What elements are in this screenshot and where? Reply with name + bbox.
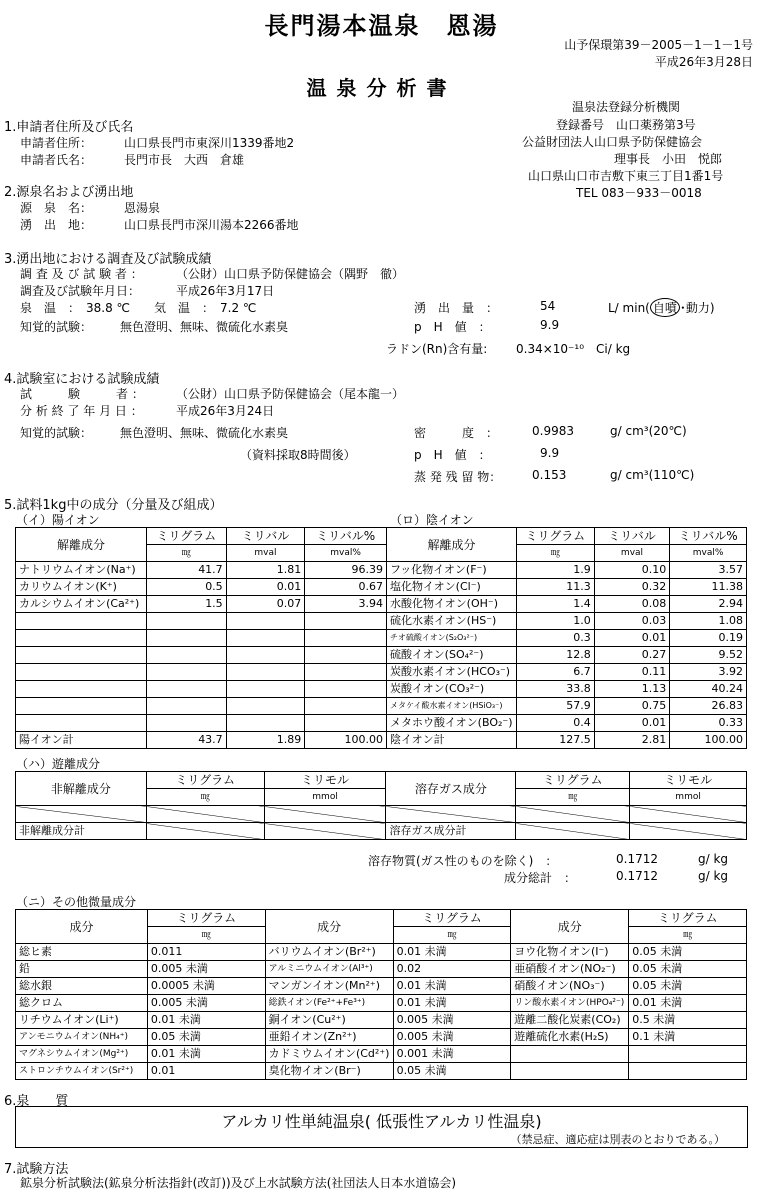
trace-row	[16, 961, 747, 978]
trace-col-mg-3: ミリグラム	[629, 910, 747, 927]
trace-mg: 0.005 未満	[393, 1029, 511, 1046]
trace-component: ストロンチウムイオン(Sr²⁺)	[16, 1063, 148, 1080]
field-sensory-label: 知覚的試験：	[20, 320, 93, 334]
density-value: 0.9983	[532, 424, 574, 438]
lab-tester: （公財）山口県予防保健協会（尾本龍一）	[176, 387, 405, 401]
flow-value: 54	[540, 299, 556, 313]
agency-line-6: TEL 083－933－0018	[576, 186, 702, 200]
residue-label: 蒸 発 残 留 物：	[414, 470, 502, 484]
anion-mg: 1.0	[516, 613, 594, 630]
anion-mval: 0.11	[594, 664, 670, 681]
cation-total-label: 陽イオン計	[16, 732, 147, 749]
cation-table	[15, 527, 387, 749]
anion-unit-mval: mval	[594, 545, 670, 562]
self-spouting-circle: 自噴	[650, 298, 680, 317]
cation-empty-row	[16, 613, 387, 630]
nondiss-empty-mmol	[264, 806, 386, 823]
cation-empty-cell	[146, 681, 226, 698]
dissolved-unit: g/ kg	[698, 852, 729, 866]
analysis-report-title: 温泉分析書	[306, 76, 457, 100]
radon-label: ラドン(Rn)含有量:	[386, 342, 488, 356]
total-label: 成分総計 ：	[504, 871, 577, 885]
trace-component: マグネシウムイオン(Mg²⁺)	[16, 1046, 148, 1063]
cation-empty-cell	[226, 613, 305, 630]
trace-mg: 0.5 未満	[629, 1012, 747, 1029]
section-1-heading: 1.申請者住所及び氏名	[4, 120, 134, 135]
trace-mg: 0.05 未満	[629, 961, 747, 978]
anion-row	[387, 613, 747, 630]
applicant-name-label: 申請者氏名：	[20, 153, 93, 167]
anion-component: 硫化水素イオン(HS⁻)	[387, 613, 517, 630]
trace-component: ヨウ化物イオン(I⁻)	[511, 944, 629, 961]
cation-total-mval: 1.89	[226, 732, 305, 749]
applicant-address-label: 申請者住所：	[20, 136, 93, 150]
trace-component: 硝酸イオン(NO₃⁻)	[511, 978, 629, 995]
anion-mval: 0.01	[594, 715, 670, 732]
cation-empty-cell	[305, 715, 387, 732]
anion-mg: 57.9	[516, 698, 594, 715]
trace-component: バリウムイオン(Br²⁺)	[265, 944, 393, 961]
gas-col: 溶存ガス成分	[386, 772, 516, 806]
trace-component: 遊離硫化水素(H₂S)	[511, 1029, 629, 1046]
nondiss-col-mmol: ミリモル	[264, 772, 386, 789]
cation-mval-pct: 96.39	[305, 562, 387, 579]
spring-quality: アルカリ性単純温泉( 低張性アルカリ性温泉)	[221, 1112, 542, 1131]
cation-empty-row	[16, 664, 387, 681]
lab-sensory-label: 知覚的試験：	[20, 426, 93, 440]
anion-col-pct: ミリバル%	[670, 528, 747, 545]
anion-mval-pct: 9.52	[670, 647, 747, 664]
anion-mval: 0.01	[594, 630, 670, 647]
nondiss-unit-mmol: mmol	[264, 789, 386, 806]
trace-mg: 0.05 未満	[393, 1063, 511, 1080]
trace-row	[16, 978, 747, 995]
anion-unit-pct: mval%	[670, 545, 747, 562]
cation-mval-pct: 0.67	[305, 579, 387, 596]
anion-mval-pct: 0.33	[670, 715, 747, 732]
cation-empty-cell	[305, 698, 387, 715]
cation-empty-cell	[16, 698, 147, 715]
trace-component: アンモニウムイオン(NH₄⁺)	[16, 1029, 148, 1046]
field-ph: 9.9	[540, 318, 560, 332]
gas-col-mg: ミリグラム	[516, 772, 630, 789]
trace-component	[511, 1046, 629, 1063]
investigation-date: 平成26年3月17日	[176, 284, 275, 298]
anion-mval-pct: 40.24	[670, 681, 747, 698]
gas-col-mmol: ミリモル	[630, 772, 747, 789]
cation-empty-cell	[226, 681, 305, 698]
section-5-heading: 5.試料1kg中の成分（分量及び組成）	[4, 498, 223, 513]
gas-total-mg	[516, 823, 630, 840]
nondiss-col: 非解離成分	[16, 772, 147, 806]
anion-component: フッ化物イオン(F⁻)	[387, 562, 517, 579]
nondiss-col-mg: ミリグラム	[146, 772, 264, 789]
cation-component: ナトリウムイオン(Na⁺)	[16, 562, 147, 579]
anion-mg: 1.4	[516, 596, 594, 613]
anion-mg: 11.3	[516, 579, 594, 596]
total-unit: g/ kg	[698, 869, 729, 883]
anion-component: 塩化物イオン(Cl⁻)	[387, 579, 517, 596]
anion-component: 硫酸イオン(SO₄²⁻)	[387, 647, 517, 664]
trace-unit-1: ㎎	[147, 927, 265, 944]
trace-component: リチウムイオン(Li⁺)	[16, 1012, 148, 1029]
trace-mg: 0.011	[147, 944, 265, 961]
trace-component: 総水銀	[16, 978, 148, 995]
density-unit: g/ cm³(20℃)	[610, 424, 687, 438]
cation-empty-cell	[226, 698, 305, 715]
anion-row	[387, 664, 747, 681]
cation-component: カルシウムイオン(Ca²⁺)	[16, 596, 147, 613]
anion-component: 炭酸水素イオン(HCO₃⁻)	[387, 664, 517, 681]
anion-title: （ロ）陰イオン	[390, 513, 474, 527]
cation-mval-pct: 3.94	[305, 596, 387, 613]
anion-mval-pct: 0.19	[670, 630, 747, 647]
lab-sensory: 無色澄明、無味、微硫化水素臭	[120, 426, 289, 440]
nondiss-total-mmol	[264, 823, 386, 840]
total-value: 0.1712	[616, 869, 658, 883]
anion-total-mval: 2.81	[594, 732, 670, 749]
trace-col-mg-2: ミリグラム	[393, 910, 511, 927]
trace-component: 総鉄イオン(Fe²⁺+Fe³⁺)	[265, 995, 393, 1012]
anion-mval: 0.75	[594, 698, 670, 715]
anion-row	[387, 596, 747, 613]
anion-col-component: 解離成分	[387, 528, 517, 562]
trace-component: 亜硝酸イオン(NO₂⁻)	[511, 961, 629, 978]
agency-line-5: 山口県山口市吉敷下東三丁目1番1号	[528, 169, 724, 183]
cation-mg: 1.5	[146, 596, 226, 613]
trace-component: 臭化物イオン(Br⁻)	[265, 1063, 393, 1080]
trace-mg: 0.05 未満	[629, 978, 747, 995]
gas-empty	[386, 806, 516, 823]
anion-mg: 1.9	[516, 562, 594, 579]
cation-empty-cell	[226, 630, 305, 647]
anion-row	[387, 681, 747, 698]
cation-empty-cell	[16, 647, 147, 664]
field-ph-label: p H 値 ：	[414, 320, 491, 334]
anion-row	[387, 562, 747, 579]
cation-unit-mg: ㎎	[146, 545, 226, 562]
cation-empty-cell	[146, 613, 226, 630]
investigation-date-label: 調査及び試験年月日：	[20, 284, 141, 298]
anion-mval: 0.27	[594, 647, 670, 664]
trace-mg: 0.001 未満	[393, 1046, 511, 1063]
trace-component: リン酸水素イオン(HPO₄²⁻)	[511, 995, 629, 1012]
cation-empty-cell	[16, 664, 147, 681]
flow-unit: L/ min( 自噴 ･動力)	[608, 298, 715, 317]
applicant-name: 長門市長 大西 倉雄	[124, 153, 245, 167]
section-2-heading: 2.源泉名および湧出地	[4, 185, 134, 200]
cation-mval: 0.07	[226, 596, 305, 613]
cation-title: （イ）陽イオン	[16, 513, 100, 527]
cation-col-component: 解離成分	[16, 528, 147, 562]
radon-value: 0.34×10⁻¹⁰ Ci/ kg	[516, 342, 631, 356]
trace-component: カドミウムイオン(Cd²⁺)	[265, 1046, 393, 1063]
anion-mg: 6.7	[516, 664, 594, 681]
anion-component: 炭酸イオン(CO₃²⁻)	[387, 681, 517, 698]
cation-col-pct: ミリバル%	[305, 528, 387, 545]
trace-row	[16, 1046, 747, 1063]
cation-row	[16, 562, 387, 579]
nondiss-empty	[16, 806, 147, 823]
cation-mg: 0.5	[146, 579, 226, 596]
anion-row	[387, 579, 747, 596]
trace-component: アルミニウムイオン(Al³⁺)	[265, 961, 393, 978]
residue-value: 0.153	[532, 468, 567, 482]
trace-mg: 0.005 未満	[147, 995, 265, 1012]
gas-unit-mg: ㎎	[516, 789, 630, 806]
anion-mg: 0.4	[516, 715, 594, 732]
trace-mg	[629, 1046, 747, 1063]
cation-empty-row	[16, 698, 387, 715]
cation-empty-cell	[16, 613, 147, 630]
anion-mval: 0.08	[594, 596, 670, 613]
cation-empty-cell	[305, 630, 387, 647]
trace-component: マンガンイオン(Mn²⁺)	[265, 978, 393, 995]
cation-empty-cell	[305, 681, 387, 698]
cation-empty-cell	[226, 715, 305, 732]
agency-line-3: 公益財団法人山口県予防保健協会	[522, 135, 703, 149]
anion-component: メタホウ酸イオン(BO₂⁻)	[387, 715, 517, 732]
source-location-label: 湧 出 地：	[20, 218, 93, 232]
trace-title: （ニ）その他微量成分	[16, 895, 137, 909]
cation-empty-row	[16, 630, 387, 647]
cation-empty-cell	[146, 664, 226, 681]
source-location: 山口県長門市深川湯本2266番地	[124, 218, 299, 232]
anion-total-label: 陰イオン計	[387, 732, 517, 749]
trace-mg: 0.1 未満	[629, 1029, 747, 1046]
anion-mval: 0.32	[594, 579, 670, 596]
trace-mg: 0.05 未満	[629, 944, 747, 961]
cation-mval: 1.81	[226, 562, 305, 579]
gas-empty-mmol	[630, 806, 747, 823]
anion-row	[387, 715, 747, 732]
field-sensory: 無色澄明、無味、微硫化水素臭	[120, 320, 289, 334]
trace-component: 鉛	[16, 961, 148, 978]
cation-empty-cell	[16, 715, 147, 732]
lab-tester-label: 試 験 者 ：	[20, 387, 144, 401]
gas-empty-mg	[516, 806, 630, 823]
cation-empty-cell	[226, 664, 305, 681]
spring-quality-note: （禁忌症、適応症は別表のとおりである。）	[510, 1133, 725, 1146]
sampling-note: （資料採取8時間後）	[240, 448, 356, 462]
anion-component: チオ硫酸イオン(S₂O₃²⁻)	[387, 630, 517, 647]
trace-mg: 0.01 未満	[147, 1046, 265, 1063]
cation-row	[16, 579, 387, 596]
trace-mg: 0.01 未満	[393, 978, 511, 995]
anion-col-mval: ミリバル	[594, 528, 670, 545]
anion-mval-pct: 3.57	[670, 562, 747, 579]
agency-line-4: 理事長 小田 悦郎	[614, 152, 723, 166]
document-number: 山予保環第39－2005－1－1－1号	[564, 38, 753, 52]
agency-line-2: 登録番号 山口薬務第3号	[556, 118, 696, 132]
section-3-heading: 3.湧出地における調査及び試験成績	[4, 252, 212, 267]
cation-empty-cell	[305, 664, 387, 681]
anion-mg: 33.8	[516, 681, 594, 698]
lab-ph: 9.9	[540, 446, 560, 460]
trace-row	[16, 1063, 747, 1080]
anion-mval-pct: 11.38	[670, 579, 747, 596]
trace-row	[16, 1012, 747, 1029]
trace-col-component-3: 成分	[511, 910, 629, 944]
trace-mg: 0.01 未満	[147, 1012, 265, 1029]
cation-total-pct: 100.00	[305, 732, 387, 749]
cation-mg: 41.7	[146, 562, 226, 579]
cation-empty-row	[16, 647, 387, 664]
trace-mg: 0.01 未満	[629, 995, 747, 1012]
cation-empty-cell	[16, 630, 147, 647]
dissolved-value: 0.1712	[616, 852, 658, 866]
applicant-address: 山口県長門市東深川1339番地2	[124, 136, 295, 150]
trace-mg: 0.05 未満	[147, 1029, 265, 1046]
section-4-heading: 4.試験室における試験成績	[4, 372, 160, 387]
cation-empty-row	[16, 715, 387, 732]
flow-label: 湧 出 量 ：	[414, 301, 499, 315]
anion-mg: 0.3	[516, 630, 594, 647]
cation-empty-cell	[146, 715, 226, 732]
anion-unit-mg: ㎎	[516, 545, 594, 562]
anion-row	[387, 698, 747, 715]
cation-unit-mval: mval	[226, 545, 305, 562]
trace-mg: 0.02	[393, 961, 511, 978]
cation-empty-cell	[305, 613, 387, 630]
cation-empty-cell	[226, 647, 305, 664]
nondiss-total-mg	[146, 823, 264, 840]
trace-mg: 0.01	[147, 1063, 265, 1080]
trace-component: 亜鉛イオン(Zn²⁺)	[265, 1029, 393, 1046]
trace-unit-2: ㎎	[393, 927, 511, 944]
cation-col-mval: ミリバル	[226, 528, 305, 545]
trace-mg	[629, 1063, 747, 1080]
anion-row	[387, 647, 747, 664]
cation-unit-pct: mval%	[305, 545, 387, 562]
cation-empty-cell	[146, 647, 226, 664]
anion-total-mg: 127.5	[516, 732, 594, 749]
cation-total-row	[16, 732, 387, 749]
section-6-heading: 6.泉 質	[4, 1094, 69, 1109]
test-method: 鉱泉分析試験法(鉱泉分析法指針(改訂))及び上水試験方法(社団法人日本水道協会)	[20, 1176, 457, 1190]
trace-component: 総クロム	[16, 995, 148, 1012]
trace-component: 遊離二酸化炭素(CO₂)	[511, 1012, 629, 1029]
trace-col-component-1: 成分	[16, 910, 148, 944]
anion-col-mg: ミリグラム	[516, 528, 594, 545]
anion-mval: 1.13	[594, 681, 670, 698]
free-components-table	[15, 771, 747, 840]
trace-mg: 0.01 未満	[393, 995, 511, 1012]
trace-mg: 0.005 未満	[147, 961, 265, 978]
trace-mg: 0.005 未満	[393, 1012, 511, 1029]
anion-component: 水酸化物イオン(OH⁻)	[387, 596, 517, 613]
trace-row	[16, 995, 747, 1012]
lab-ph-label: p H 値 ：	[414, 448, 491, 462]
anion-mval: 0.10	[594, 562, 670, 579]
trace-component: 総ヒ素	[16, 944, 148, 961]
anion-mval-pct: 1.08	[670, 613, 747, 630]
anion-mg: 12.8	[516, 647, 594, 664]
anion-mval-pct: 26.83	[670, 698, 747, 715]
trace-table	[15, 909, 747, 1080]
cation-empty-cell	[305, 647, 387, 664]
gas-total-label: 溶存ガス成分計	[386, 823, 516, 840]
cation-empty-cell	[146, 698, 226, 715]
trace-mg: 0.01 未満	[393, 944, 511, 961]
cation-col-mg: ミリグラム	[146, 528, 226, 545]
gas-unit-mmol: mmol	[630, 789, 747, 806]
agency-line-1: 温泉法登録分析機関	[572, 100, 681, 114]
anion-mval-pct: 3.92	[670, 664, 747, 681]
document-title: 長門湯本温泉 恩湯	[264, 12, 499, 40]
investigator: （公財）山口県予防保健協会（隅野 徹）	[176, 267, 405, 281]
anion-mval-pct: 2.94	[670, 596, 747, 613]
lab-date: 平成26年3月24日	[176, 404, 275, 418]
cation-empty-cell	[16, 681, 147, 698]
anion-total-row	[387, 732, 747, 749]
trace-row	[16, 1029, 747, 1046]
cation-component: カリウムイオン(K⁺)	[16, 579, 147, 596]
residue-unit: g/ cm³(110℃)	[610, 468, 695, 482]
nondiss-empty-mg	[146, 806, 264, 823]
anion-table	[386, 527, 747, 749]
density-label: 密 度 ：	[414, 426, 499, 440]
free-components-title: （ハ）遊離成分	[16, 757, 101, 771]
cation-empty-cell	[146, 630, 226, 647]
trace-mg: 0.0005 未満	[147, 978, 265, 995]
investigator-label: 調 査 及 び 試 験 者 ：	[20, 267, 143, 281]
cation-row	[16, 596, 387, 613]
nondiss-total-label: 非解離成分計	[16, 823, 147, 840]
spring-quality-box	[15, 1106, 748, 1148]
cation-mval: 0.01	[226, 579, 305, 596]
trace-row	[16, 944, 747, 961]
trace-col-component-2: 成分	[265, 910, 393, 944]
trace-component: 銅イオン(Cu²⁺)	[265, 1012, 393, 1029]
dissolved-label: 溶存物質(ガス性のものを除く) ：	[368, 854, 558, 868]
cation-empty-row	[16, 681, 387, 698]
section-7-heading: 7.試験方法	[4, 1162, 69, 1177]
nondiss-unit-mg: ㎎	[146, 789, 264, 806]
trace-component	[511, 1063, 629, 1080]
trace-col-mg-1: ミリグラム	[147, 910, 265, 927]
source-name-label: 源 泉 名：	[20, 201, 93, 215]
temperature-line: 泉 温 ： 38.8 ℃ 気 温 ： 7.2 ℃	[20, 301, 257, 315]
anion-row	[387, 630, 747, 647]
anion-component: メタケイ酸水素イオン(HSiO₃⁻)	[387, 698, 517, 715]
cation-total-mg: 43.7	[146, 732, 226, 749]
source-name: 恩湯泉	[124, 201, 161, 215]
anion-total-pct: 100.00	[670, 732, 747, 749]
document-date: 平成26年3月28日	[654, 55, 753, 69]
gas-total-mmol	[630, 823, 747, 840]
anion-mval: 0.03	[594, 613, 670, 630]
lab-date-label: 分 析 終 了 年 月 日 ：	[20, 404, 143, 418]
trace-unit-3: ㎎	[629, 927, 747, 944]
